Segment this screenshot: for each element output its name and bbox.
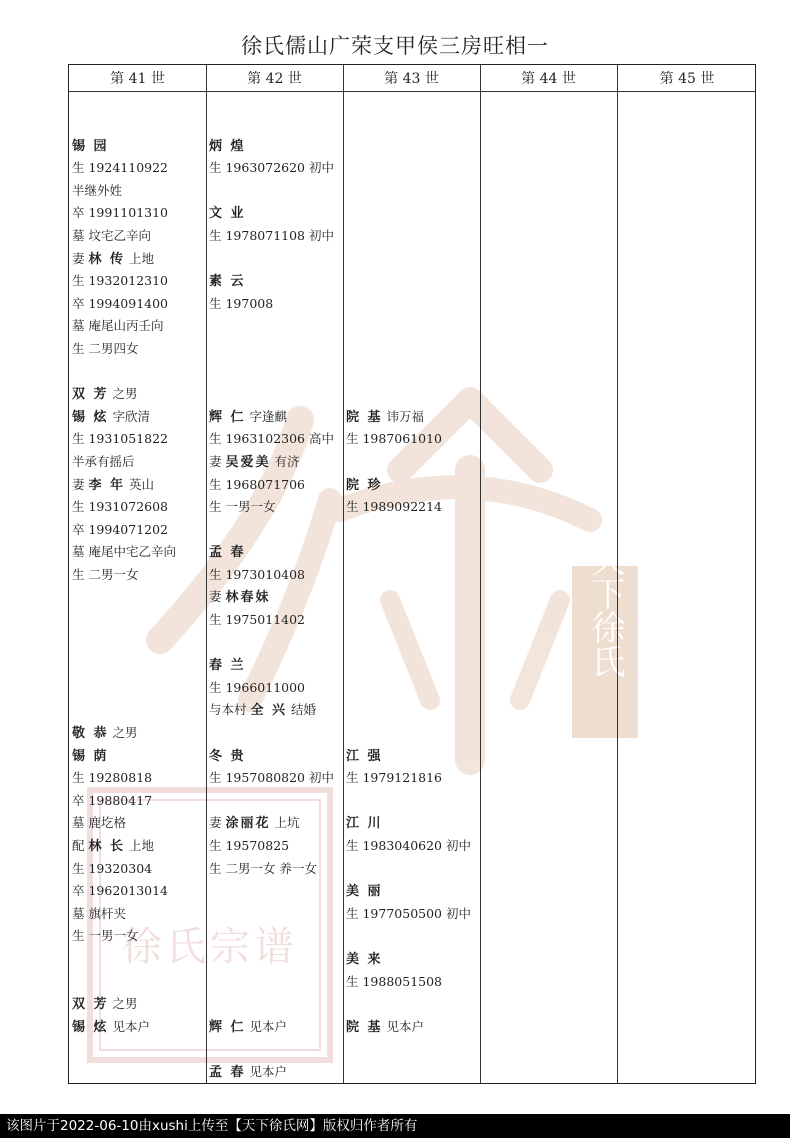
- person-name: 孟 春: [209, 1064, 246, 1080]
- entry-text: 字逢麒: [245, 408, 288, 424]
- entry-text: 墓 庵尾山丙壬向: [72, 318, 164, 334]
- entry-line: [346, 248, 478, 271]
- entry-line: [72, 248, 204, 271]
- entry-line: [72, 564, 204, 587]
- entry-line: [72, 745, 204, 768]
- entry-line: [209, 180, 341, 203]
- entry-line: [346, 790, 478, 813]
- entry-text: 生 二男四女: [72, 340, 139, 356]
- entry-line: [72, 270, 204, 293]
- entry-text: 妻: [72, 250, 89, 266]
- entry-text: 生 1988051508: [346, 973, 443, 989]
- entry-line: [209, 135, 341, 158]
- person-name: 辉 仁: [209, 409, 246, 425]
- entry-text: 字欣清: [108, 408, 151, 424]
- entry-text: 生 19570825: [209, 838, 290, 853]
- entry-text: 卒 1994091400: [72, 295, 169, 311]
- person-name: 全 兴: [250, 703, 288, 719]
- person-name: 辉 仁: [209, 1019, 246, 1035]
- entry-line: [72, 202, 204, 225]
- genealogy-table: [68, 64, 756, 1084]
- entry-line: [209, 383, 341, 406]
- entry-line: [72, 361, 204, 384]
- entry-line: [72, 903, 204, 926]
- entry-text: 与本村: [209, 702, 251, 718]
- entry-line: [209, 632, 341, 655]
- entry-line: [209, 157, 341, 180]
- entry-line: [209, 722, 341, 745]
- entry-line: [346, 564, 478, 587]
- entry-text: 生 1963102306 高中: [209, 431, 334, 447]
- entry-line: [72, 654, 204, 677]
- person-name: 林 传: [88, 251, 126, 267]
- entry-line: [346, 112, 478, 135]
- entry-line: [346, 677, 478, 700]
- entry-line: [72, 993, 204, 1016]
- entry-line: [209, 1016, 341, 1039]
- entry-line: [209, 451, 341, 474]
- entry-text: 妻: [72, 476, 89, 492]
- entry-line: [346, 474, 478, 497]
- entry-line: [72, 451, 204, 474]
- entry-text: 生 19320304: [72, 860, 153, 876]
- person-name: 炳 煌: [209, 138, 246, 154]
- entry-line: [72, 383, 204, 406]
- entry-line: [209, 293, 341, 316]
- entry-line: [346, 541, 478, 564]
- entry-line: [209, 315, 341, 338]
- entry-text: 生 二男一女 养一女: [209, 860, 317, 876]
- person-name: 吴爱美: [225, 454, 271, 470]
- entry-text: 生 1989092214: [346, 499, 443, 515]
- entry-text: 半继外姓: [72, 182, 123, 198]
- entry-line: [209, 248, 341, 271]
- entry-text: 生 1957080820 初中: [209, 770, 334, 786]
- person-name: 林春妹: [225, 590, 271, 606]
- entry-text: 生 1979121816: [346, 770, 443, 786]
- person-name: 双 芳: [72, 387, 109, 403]
- entry-line: [72, 519, 204, 542]
- entry-text: 见本户: [108, 1018, 151, 1034]
- entry-text: 墓 旗杆夹: [72, 905, 126, 921]
- entry-line: [209, 790, 341, 813]
- entry-text: 生 19280818: [72, 770, 153, 786]
- entry-line: [72, 812, 204, 835]
- entry-text: 生 一男一女: [72, 928, 139, 944]
- entry-line: [209, 496, 341, 519]
- page-title: 徐氏儒山广荣支甲侯三房旺相一: [241, 34, 549, 58]
- entry-line: [346, 948, 478, 971]
- entry-line: [346, 406, 478, 429]
- entry-line: [209, 880, 341, 903]
- person-name: 涂丽花: [225, 816, 271, 832]
- person-name: 江 川: [346, 816, 383, 832]
- person-name: 锡 荫: [72, 748, 109, 764]
- entry-line: [346, 519, 478, 542]
- entry-line: [346, 835, 478, 858]
- person-name: 院 基: [346, 1019, 383, 1035]
- column-41-entries: [72, 112, 204, 1038]
- entry-line: [346, 925, 478, 948]
- person-name: 院 珍: [346, 477, 383, 493]
- entry-line: [72, 767, 204, 790]
- entry-text: 卒 1994071202: [72, 521, 169, 537]
- entry-text: 半承有摇后: [72, 453, 135, 469]
- entry-text: 生 1983040620 初中: [346, 838, 471, 853]
- entry-line: [346, 699, 478, 722]
- entry-line: [72, 112, 204, 135]
- person-name: 锡 炫: [72, 409, 109, 425]
- entry-text: 墓 庵尾中宅乙辛向: [72, 544, 176, 560]
- watermark-seal-text: 徐氏宗谱: [122, 924, 298, 970]
- entry-line: [209, 519, 341, 542]
- entry-line: [72, 699, 204, 722]
- entry-line: [209, 654, 341, 677]
- entry-line: [346, 722, 478, 745]
- entry-line: [346, 632, 478, 655]
- entry-text: 英山: [125, 476, 154, 492]
- entry-line: [346, 428, 478, 451]
- entry-line: [346, 383, 478, 406]
- entry-text: 生 1977050500 初中: [346, 905, 471, 921]
- entry-line: [209, 925, 341, 948]
- entry-text: 之男: [108, 996, 138, 1012]
- person-name: 双 芳: [72, 997, 109, 1013]
- entry-text: 讳万福: [382, 408, 425, 424]
- entry-text: 上坑: [270, 815, 300, 831]
- entry-line: [209, 225, 341, 248]
- entry-line: [209, 202, 341, 225]
- entry-line: [72, 225, 204, 248]
- entry-line: [72, 835, 204, 858]
- entry-text: 生 1966011000: [209, 679, 306, 695]
- entry-line: [346, 270, 478, 293]
- entry-line: [346, 971, 478, 994]
- entry-line: [346, 993, 478, 1016]
- person-name: 美 来: [346, 951, 383, 967]
- entry-line: [72, 496, 204, 519]
- column-header-45: 第 45 世: [659, 71, 715, 87]
- person-name: 文 业: [209, 206, 246, 222]
- upload-footer: 该图片于2022-06-10由xushi上传至【天下徐氏网】版权归作者所有: [0, 1114, 790, 1138]
- entry-line: [72, 428, 204, 451]
- entry-line: [346, 812, 478, 835]
- person-name: 春 兰: [209, 658, 246, 674]
- entry-line: [209, 767, 341, 790]
- person-name: 院 基: [346, 409, 383, 425]
- entry-text: 有济: [270, 453, 300, 469]
- entry-text: 生 二男一女: [72, 566, 139, 582]
- entry-text: 生 1978071108 初中: [209, 227, 334, 243]
- watermark-stamp-text: 天下徐氏: [585, 542, 625, 678]
- entry-text: 之男: [108, 386, 138, 402]
- column-header-41: 第 41 世: [110, 71, 165, 87]
- entry-line: [346, 157, 478, 180]
- entry-text: 生 1963072620 初中: [209, 160, 334, 176]
- entry-line: [209, 112, 341, 135]
- entry-line: [209, 1038, 341, 1061]
- person-name: 美 丽: [346, 884, 383, 900]
- entry-text: 生 1924110922: [72, 160, 169, 176]
- entry-line: [72, 406, 204, 429]
- entry-line: [346, 1016, 478, 1039]
- person-name: 敬 恭: [72, 726, 109, 742]
- entry-text: 妻: [209, 815, 226, 831]
- entry-line: [209, 609, 341, 632]
- entry-line: [209, 428, 341, 451]
- entry-line: [209, 270, 341, 293]
- entry-line: [72, 880, 204, 903]
- entry-text: 卒 1962013014: [72, 883, 169, 899]
- entry-line: [346, 225, 478, 248]
- entry-text: 上地: [125, 250, 154, 266]
- entry-line: [72, 541, 204, 564]
- entry-line: [72, 790, 204, 813]
- entry-text: 见本户: [245, 1018, 288, 1034]
- person-name: 林 长: [88, 839, 126, 854]
- entry-line: [346, 315, 478, 338]
- entry-line: [72, 157, 204, 180]
- entry-line: [72, 971, 204, 994]
- entry-line: [72, 948, 204, 971]
- entry-line: [209, 993, 341, 1016]
- entry-line: [209, 541, 341, 564]
- person-name: 李 年: [88, 477, 126, 493]
- entry-text: 卒 1991101310: [72, 205, 169, 221]
- entry-text: 生 1931051822: [72, 431, 169, 447]
- entry-line: [209, 745, 341, 768]
- entry-text: 生 1987061010: [346, 431, 443, 447]
- entry-line: [346, 586, 478, 609]
- entry-line: [346, 767, 478, 790]
- entry-text: 上地: [125, 838, 154, 853]
- entry-line: [209, 564, 341, 587]
- entry-text: 见本户: [245, 1063, 288, 1079]
- entry-text: 生 1932012310: [72, 273, 169, 289]
- column-header-42: 第 42 世: [247, 71, 302, 87]
- entry-line: [346, 361, 478, 384]
- entry-text: 见本户: [382, 1018, 425, 1034]
- entry-text: 之男: [108, 725, 138, 741]
- entry-text: 生 一男一女: [209, 499, 276, 515]
- entry-line: [209, 948, 341, 971]
- entry-text: 生 1968071706: [209, 476, 306, 492]
- entry-line: [209, 474, 341, 497]
- entry-text: 生 1973010408: [209, 566, 306, 582]
- entry-text: 生 1975011402: [209, 612, 306, 628]
- person-name: 江 强: [346, 748, 383, 764]
- entry-line: [346, 293, 478, 316]
- person-name: 素 云: [209, 274, 246, 290]
- entry-line: [346, 338, 478, 361]
- entry-line: [72, 609, 204, 632]
- entry-line: [72, 338, 204, 361]
- entry-text: 卒 19880417: [72, 792, 153, 808]
- person-name: 冬 贵: [209, 748, 246, 764]
- entry-line: [346, 880, 478, 903]
- entry-line: [346, 609, 478, 632]
- entry-line: [72, 180, 204, 203]
- entry-line: [72, 474, 204, 497]
- entry-line: [346, 654, 478, 677]
- entry-line: [346, 202, 478, 225]
- entry-line: [209, 677, 341, 700]
- entry-line: [72, 315, 204, 338]
- entry-line: [209, 835, 341, 858]
- entry-line: [346, 180, 478, 203]
- column-42-entries: [209, 112, 341, 1084]
- entry-line: [209, 903, 341, 926]
- entry-line: [346, 858, 478, 881]
- entry-line: [72, 722, 204, 745]
- person-name: 锡 园: [72, 138, 109, 154]
- entry-text: 墓 坟宅乙辛向: [72, 227, 151, 243]
- entry-line: [209, 812, 341, 835]
- entry-line: [72, 632, 204, 655]
- entry-line: [72, 677, 204, 700]
- entry-line: [346, 745, 478, 768]
- entry-text: 生 1931072608: [72, 499, 169, 515]
- entry-text: 妻: [209, 589, 226, 605]
- entry-text: 生 197008: [209, 295, 274, 311]
- entry-text: 配: [72, 838, 89, 853]
- entry-line: [72, 1016, 204, 1039]
- entry-line: [346, 496, 478, 519]
- column-43-entries: [346, 112, 478, 1038]
- person-name: 孟 春: [209, 545, 246, 561]
- column-header-43: 第 43 世: [384, 71, 439, 87]
- column-header-44: 第 44 世: [521, 71, 576, 87]
- entry-line: [209, 361, 341, 384]
- entry-line: [209, 586, 341, 609]
- entry-line: [72, 135, 204, 158]
- entry-text: 结婚: [287, 702, 316, 718]
- entry-line: [209, 406, 341, 429]
- entry-line: [346, 135, 478, 158]
- entry-text: 墓 鹿圪格: [72, 815, 126, 831]
- entry-line: [209, 699, 341, 722]
- entry-line: [72, 925, 204, 948]
- entry-line: [209, 858, 341, 881]
- person-name: 锡 炫: [72, 1019, 109, 1035]
- entry-line: [346, 903, 478, 926]
- entry-line: [209, 338, 341, 361]
- entry-line: [209, 1061, 341, 1084]
- entry-line: [72, 586, 204, 609]
- entry-line: [209, 971, 341, 994]
- entry-line: [72, 293, 204, 316]
- entry-line: [346, 451, 478, 474]
- entry-text: 妻: [209, 453, 226, 469]
- entry-line: [72, 858, 204, 881]
